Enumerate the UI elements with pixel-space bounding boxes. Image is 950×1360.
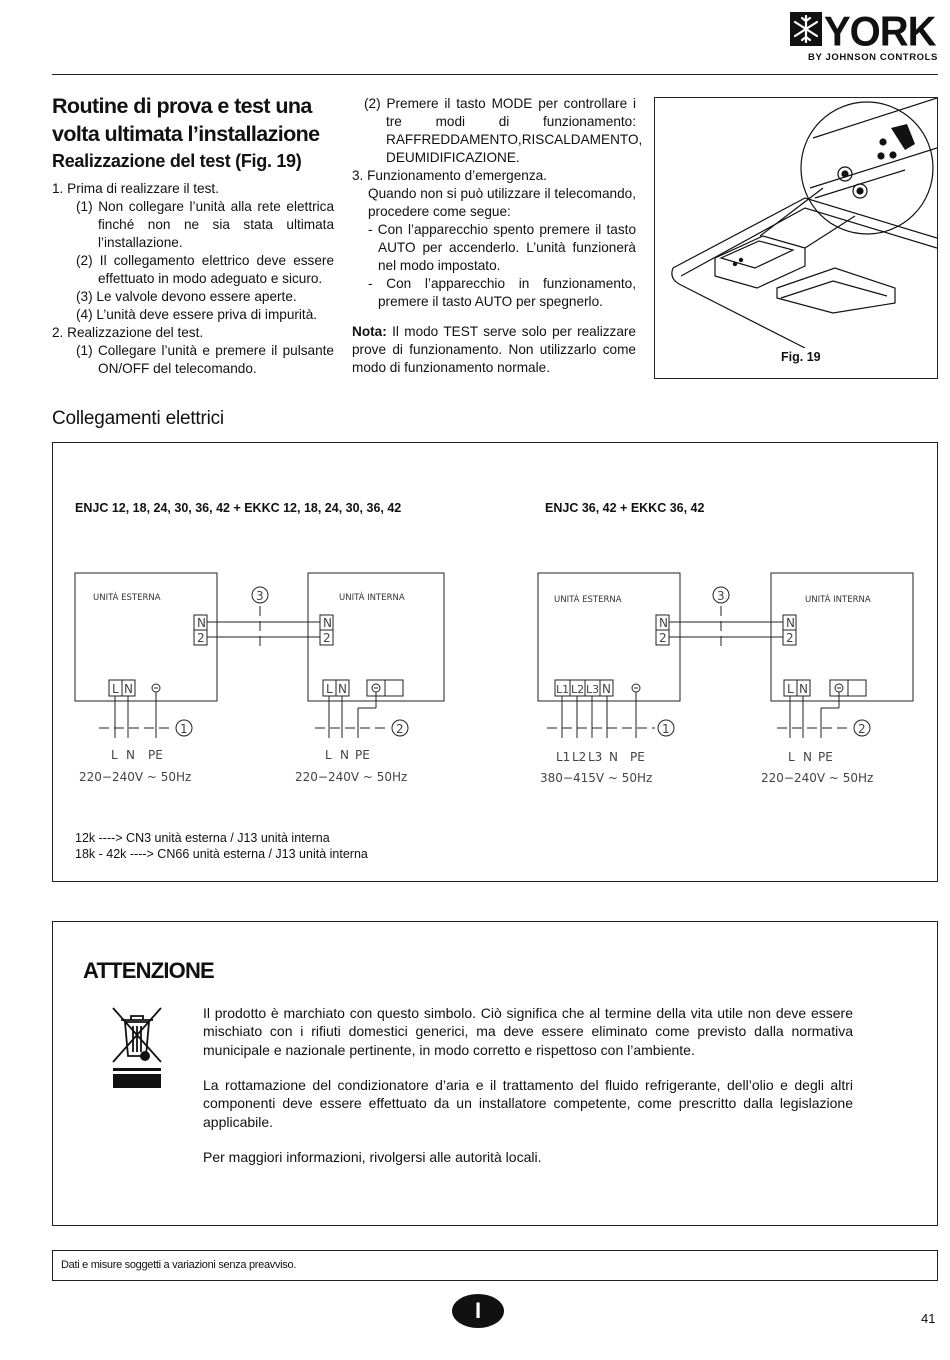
outdoor-unit-label: UNITÀ ESTERNA	[554, 595, 622, 605]
terminal-label: N	[786, 616, 795, 630]
emergency-intro: Quando non si può utilizzare il telecomando, procedere come segue:	[368, 186, 636, 219]
brand-name: YORK	[824, 8, 936, 56]
weee-bin-icon	[111, 1006, 163, 1090]
emergency-title: 3. Funzionamento d’emergenza.	[352, 168, 547, 183]
supply-label: N	[340, 748, 349, 762]
attention-paragraph: La rottamazione del condizionatore d’aria e il trattamento del fluido refrigerante, dell’olio e degli altri componenti deve essere effettuato da un installatore competente, come prescritto dalla legislazione applicabile.	[203, 1077, 853, 1130]
header-divider	[52, 74, 938, 75]
page-title: Routine di prova e test una volta ultimata l’installazione	[52, 94, 320, 146]
wiring-section-title: Collegamenti elettrici	[52, 408, 224, 429]
terminal-label: 2	[786, 631, 794, 645]
supply-label: L	[325, 748, 332, 762]
wiring-diagram	[53, 443, 937, 881]
terminal-label: L3	[586, 683, 600, 696]
callout-number: 2	[396, 722, 404, 736]
language-badge: I	[452, 1294, 504, 1328]
terminal-label: L2	[571, 683, 585, 696]
supply-label: L3	[588, 750, 603, 764]
wiring-note: 18k - 42k ----> CN66 unità esterna / J13 unità interna	[75, 847, 368, 861]
supply-label: N	[126, 748, 135, 762]
list-item: (3) Le valvole devono essere aperte.	[76, 289, 297, 304]
test-steps-continued	[352, 95, 643, 377]
figure-caption: Fig. 19	[781, 350, 821, 364]
wiring-note: 12k ----> CN3 unità esterna / J13 unità interna	[75, 831, 330, 845]
terminal-label: 2	[197, 631, 205, 645]
snowflake-icon	[790, 12, 822, 46]
supply-label: L1	[556, 750, 571, 764]
terminal-label: 2	[659, 631, 667, 645]
note-paragraph: Nota: Il modo TEST serve solo per realizzare prove di funzionamento. Non utilizzarlo come modo di funzionamento normale.	[352, 324, 636, 375]
page-number: 41	[921, 1311, 936, 1326]
terminal-label: N	[124, 682, 133, 696]
outdoor-unit-label: UNITÀ ESTERNA	[93, 593, 161, 603]
callout-number: 1	[662, 722, 670, 736]
attention-box	[52, 921, 938, 1226]
callout-number: 3	[717, 589, 725, 603]
remote-control-illustration	[655, 98, 937, 348]
supply-label: L	[111, 748, 118, 762]
indoor-unit-label: UNITÀ INTERNA	[805, 595, 871, 605]
terminal-label: N	[338, 682, 347, 696]
terminal-label: 2	[323, 631, 331, 645]
supply-label: N	[609, 750, 618, 764]
supply-label: L	[788, 750, 795, 764]
test-steps-list	[52, 180, 334, 378]
supply-label: PE	[818, 750, 833, 764]
supply-label: PE	[148, 748, 163, 762]
callout-number: 1	[180, 722, 188, 736]
footer-disclaimer-box	[52, 1250, 938, 1281]
terminal-label: N	[197, 616, 206, 630]
terminal-label: N	[323, 616, 332, 630]
callout-number: 2	[858, 722, 866, 736]
list-item: (1) Non collegare l’unità alla rete elettrica finché non ne sia stata ultimata l’installazione.	[76, 199, 335, 250]
terminal-label: N	[602, 682, 611, 696]
section-subtitle: Realizzazione del test (Fig. 19)	[52, 151, 302, 171]
terminal-label: L	[112, 682, 119, 696]
brand-tagline: BY JOHNSON CONTROLS	[808, 52, 938, 63]
supply-rating: 220−240V ~ 50Hz	[295, 770, 408, 784]
wiring-right-heading: ENJC 36, 42 + EKKC 36, 42	[545, 501, 705, 515]
indoor-unit-label: UNITÀ INTERNA	[339, 593, 405, 603]
attention-paragraph: Il prodotto è marchiato con questo simbolo. Ciò significa che al termine della vita utile non deve essere mischiato con i rifiuti domestici generici, ma deve essere eliminato come previsto dalla normativa municipale e nazionale pertinente, in modo corretto e rispettoso con l’ambiente.	[203, 1005, 853, 1058]
terminal-label: L	[787, 682, 794, 696]
supply-label: L2	[572, 750, 587, 764]
list-item: (4) L’unità deve essere priva di impurità.	[76, 307, 318, 322]
brand-logo	[790, 8, 940, 64]
supply-rating: 380−415V ~ 50Hz	[540, 771, 653, 785]
terminal-label: L1	[556, 683, 570, 696]
list-item: - Con l’apparecchio spento premere il tasto AUTO per accenderlo. L’unità funzionerà nel modo impostato.	[368, 222, 636, 273]
figure-19	[654, 97, 938, 379]
attention-paragraph: Per maggiori informazioni, rivolgersi alle autorità locali.	[203, 1149, 542, 1165]
list-item: - Con l’apparecchio in funzionamento, premere il tasto AUTO per spegnerlo.	[368, 276, 636, 309]
supply-label: PE	[355, 748, 370, 762]
list-item: (1) Collegare l’unità e premere il pulsante ON/OFF del telecomando.	[76, 343, 334, 376]
wiring-left-heading: ENJC 12, 18, 24, 30, 36, 42 + EKKC 12, 18, 24, 30, 36, 42	[75, 501, 402, 515]
footer-disclaimer: Dati e misure soggetti a variazioni senza preavviso.	[61, 1259, 297, 1271]
terminal-label: N	[799, 682, 808, 696]
callout-number: 3	[256, 589, 264, 603]
supply-label: PE	[630, 750, 645, 764]
list-item: 2. Realizzazione del test.	[52, 325, 204, 340]
list-item: (2) Il collegamento elettrico deve essere effettuato in modo adeguato e sicuro.	[76, 253, 334, 286]
terminal-label: N	[659, 616, 668, 630]
attention-title: ATTENZIONE	[83, 958, 214, 983]
supply-rating: 220−240V ~ 50Hz	[79, 770, 192, 784]
supply-rating: 220−240V ~ 50Hz	[761, 771, 874, 785]
wiring-diagram-box	[52, 442, 938, 882]
supply-label: N	[803, 750, 812, 764]
terminal-label: L	[326, 682, 333, 696]
list-item: 1. Prima di realizzare il test.	[52, 181, 219, 196]
list-item: (2) Premere il tasto MODE per controllare i tre modi di funzionamento: RAFFREDDAMENTO,RISCALDAMENTO, DEUMIDIFICAZIONE.	[364, 96, 643, 165]
